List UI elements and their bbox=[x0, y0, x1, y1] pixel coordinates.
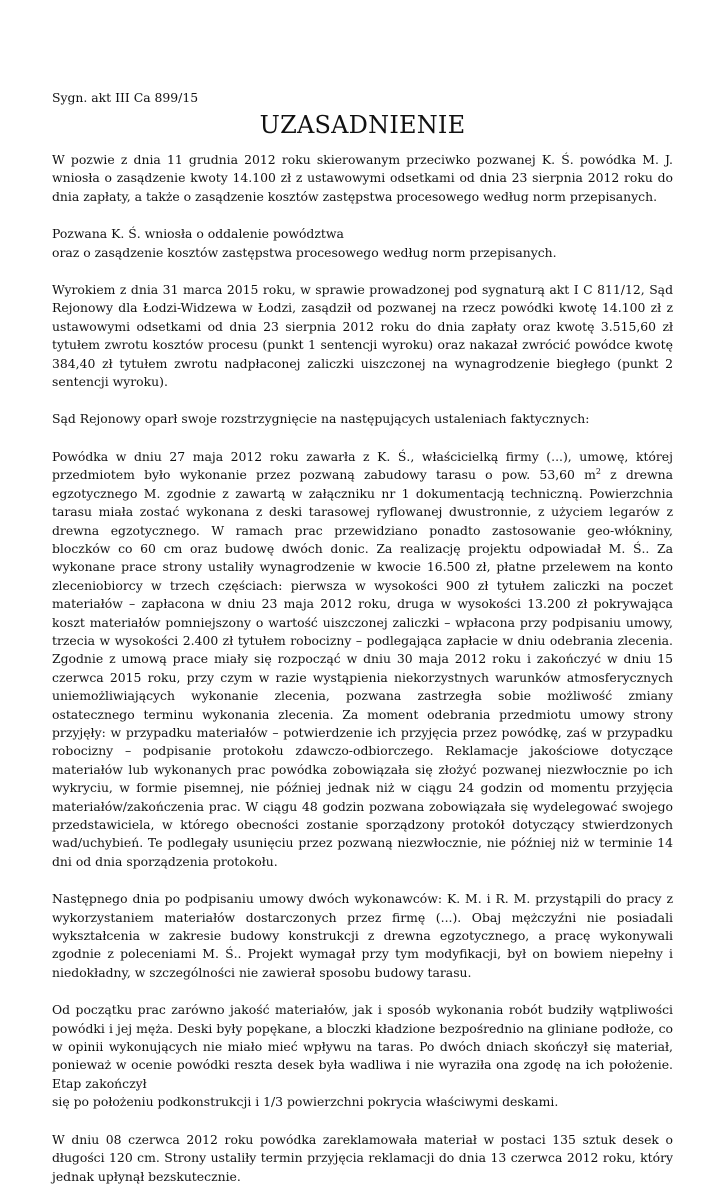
page-title: UZASADNIENIE bbox=[259, 111, 466, 139]
case-signature: Sygn. akt III Ca 899/15 bbox=[52, 90, 199, 105]
paragraph-quality-issues bbox=[52, 1001, 673, 1111]
paragraph-text: się po położeniu podkonstrukcji i 1/3 powierzchni pokrycia właściwymi deskami. bbox=[52, 1094, 559, 1110]
paragraph-text: Od początku prac zarówno jakość materiałów, jak i sposób wykonania robót budziły wątpliwości powódki i jej męża. Deski były popękane, a bloczki kładzione bezpośrednio na gliniane podłoże, co w opinii wykonujących nie miało mieć wpływu na taras. Po dwóch dniach skończył się materiał, ponieważ w ocenie powódki reszta desek była wadliwa i nie wyraziła ona zgodę na ich położenie. Etap zakończył bbox=[52, 1002, 673, 1091]
paragraph-findings-intro: Sąd Rejonowy oparł swoje rozstrzygnięcie na następujących ustaleniach faktycznych: bbox=[52, 411, 590, 427]
paragraph-defendant-response bbox=[52, 225, 673, 262]
paragraph-text: Powódka w dniu 27 maja 2012 roku zawarła z K. Ś., właścicielką firmy (...), umowę, której przedmiotem było wykonanie przez pozwaną zabudowy tarasu o pow. 53,60 m bbox=[52, 448, 673, 483]
superscript: 2 bbox=[595, 467, 601, 477]
paragraph-workers: Następnego dnia po podpisaniu umowy dwóch wykonawców: K. M. i R. M. przystąpili do pracy z wykorzystaniem materiałów dostarczonych przez firmę (...). Obaj mężczyźni nie posiadali wykształcenia w zakresie budowy konstrukcji z drewna egzotycznego, a pracę wykonywali zgodnie z poleceniami M. Ś.. Projekt wymagał przy tym modyfikacji, był on bowiem niepełny i niedokładny, w szczególności nie zawierał sposobu budowy tarasu. bbox=[52, 891, 673, 980]
paragraph-complaint: W dniu 08 czerwca 2012 roku powódka zareklamowała materiał w postaci 135 sztuk desek o długości 120 cm. Strony ustaliły termin przyjęcia reklamacji do dnia 13 czerwca 2012 roku, który jednak upłynął bezskutecznie. bbox=[52, 1131, 673, 1184]
paragraph-line: oraz o zasądzenie kosztów zastępstwa procesowego według norm przepisanych. bbox=[52, 244, 557, 260]
paragraph-judgment: Wyrokiem z dnia 31 marca 2015 roku, w sprawie prowadzonej pod sygnaturą akt I C 811/12, Sąd Rejonowy dla Łodzi-Widzewa w Łodzi, zasądził od pozwanej na rzecz powódki kwotę 14.100 zł z ustawowymi odsetkami od dnia 23 sierpnia 2012 roku do dnia zapłaty oraz kwotę 3.515,60 zł tytułem zwrotu kosztów procesu (punkt 1 sentencji wyroku) oraz nakazał zwrócić powódce kwotę 384,40 zł tytułem zwrotu nadpłaconej zaliczki uiszczonej na wynagrodzenie biegłego (punkt 2 sentencji wyroku). bbox=[52, 282, 673, 390]
paragraph-text: z drewna egzotycznego M. zgodnie z zawartą w załączniku nr 1 dokumentacją techniczną. Powierzchnia tarasu miała zostać wykonana z deski tarasowej ryflowanej dwustronnie, z użyciem legarów z drewna egzotycznego. W ramach prac przewidziano ponadto zastosowanie geo-włókniny, bloczków co 60 cm oraz budowę dwóch donic. Za realizację projektu odpowiadał M. Ś.. Za wykonane prace strony ustaliły wynagrodzenie w kwocie 16.500 zł, płatne przelewem na konto zleceniobiorcy w trzech częściach: pierwsza w wysokości 900 zł tytułem zaliczki na poczet materiałów – zapłacona w dniu 23 maja 2012 roku, druga w wysokości 13.200 zł pokrywająca koszt materiałów pomniejszony o wartość uiszczonej zaliczki – wpłacona przy podpisaniu umowy, trzecia w wysokości 2.400 zł tytułem robocizny – podlegająca zapłacie w dniu odebrania zlecenia. Zgodnie z umową prace miały się rozpocząć w dniu 30 maja 2012 roku i zakończyć w dniu 15 czerwca 2015 roku, przy czym w razie wystąpienia niekorzystnych warunków atmosferycznych uniemożliwiających wykonanie zlecenia, pozwana zastrzegła sobie możliwość zmiany ostatecznego terminu wykonania zlecenia. Za moment odebrania przedmiotu umowy strony przyjęły: w przypadku materiałów – potwierdzenie ich przyjęcia przez powódkę, zaś w przypadku robocizny – podpisanie protokołu zdawczo-odbiorczego. Reklamacje jakościowe dotyczące materiałów lub wykonanych prac powódka zobowiązała się złożyć pozwanej niezwłocznie po ich wykryciu, w formie pisemnej, nie później jednak niż w ciągu 24 godzin od momentu przyjęcia materiałów/zakończenia prac. W ciągu 48 godzin pozwana zobowiązała się wydelegować swojego przedstawiciela, w którego obecności zostanie sporządzony protokół dotyczący stwierdzonych wad/uchybień. Te podlegały usunięciu przez pozwaną niezwłocznie, nie później niż w terminie 14 dni od dnia sporządzenia protokołu. bbox=[52, 467, 673, 869]
paragraph-contract bbox=[52, 448, 673, 871]
paragraph-claim: W pozwie z dnia 11 grudnia 2012 roku skierowanym przeciwko pozwanej K. Ś. powódka M. J. wniosła o zasądzenie kwoty 14.100 zł z ustawowymi odsetkami od dnia 23 sierpnia 2012 roku do dnia zapłaty, a także o zasądzenie kosztów zastępstwa procesowego według norm przepisanych. bbox=[52, 152, 673, 204]
paragraph-line: Pozwana K. Ś. wniosła o oddalenie powództwa bbox=[52, 226, 344, 242]
